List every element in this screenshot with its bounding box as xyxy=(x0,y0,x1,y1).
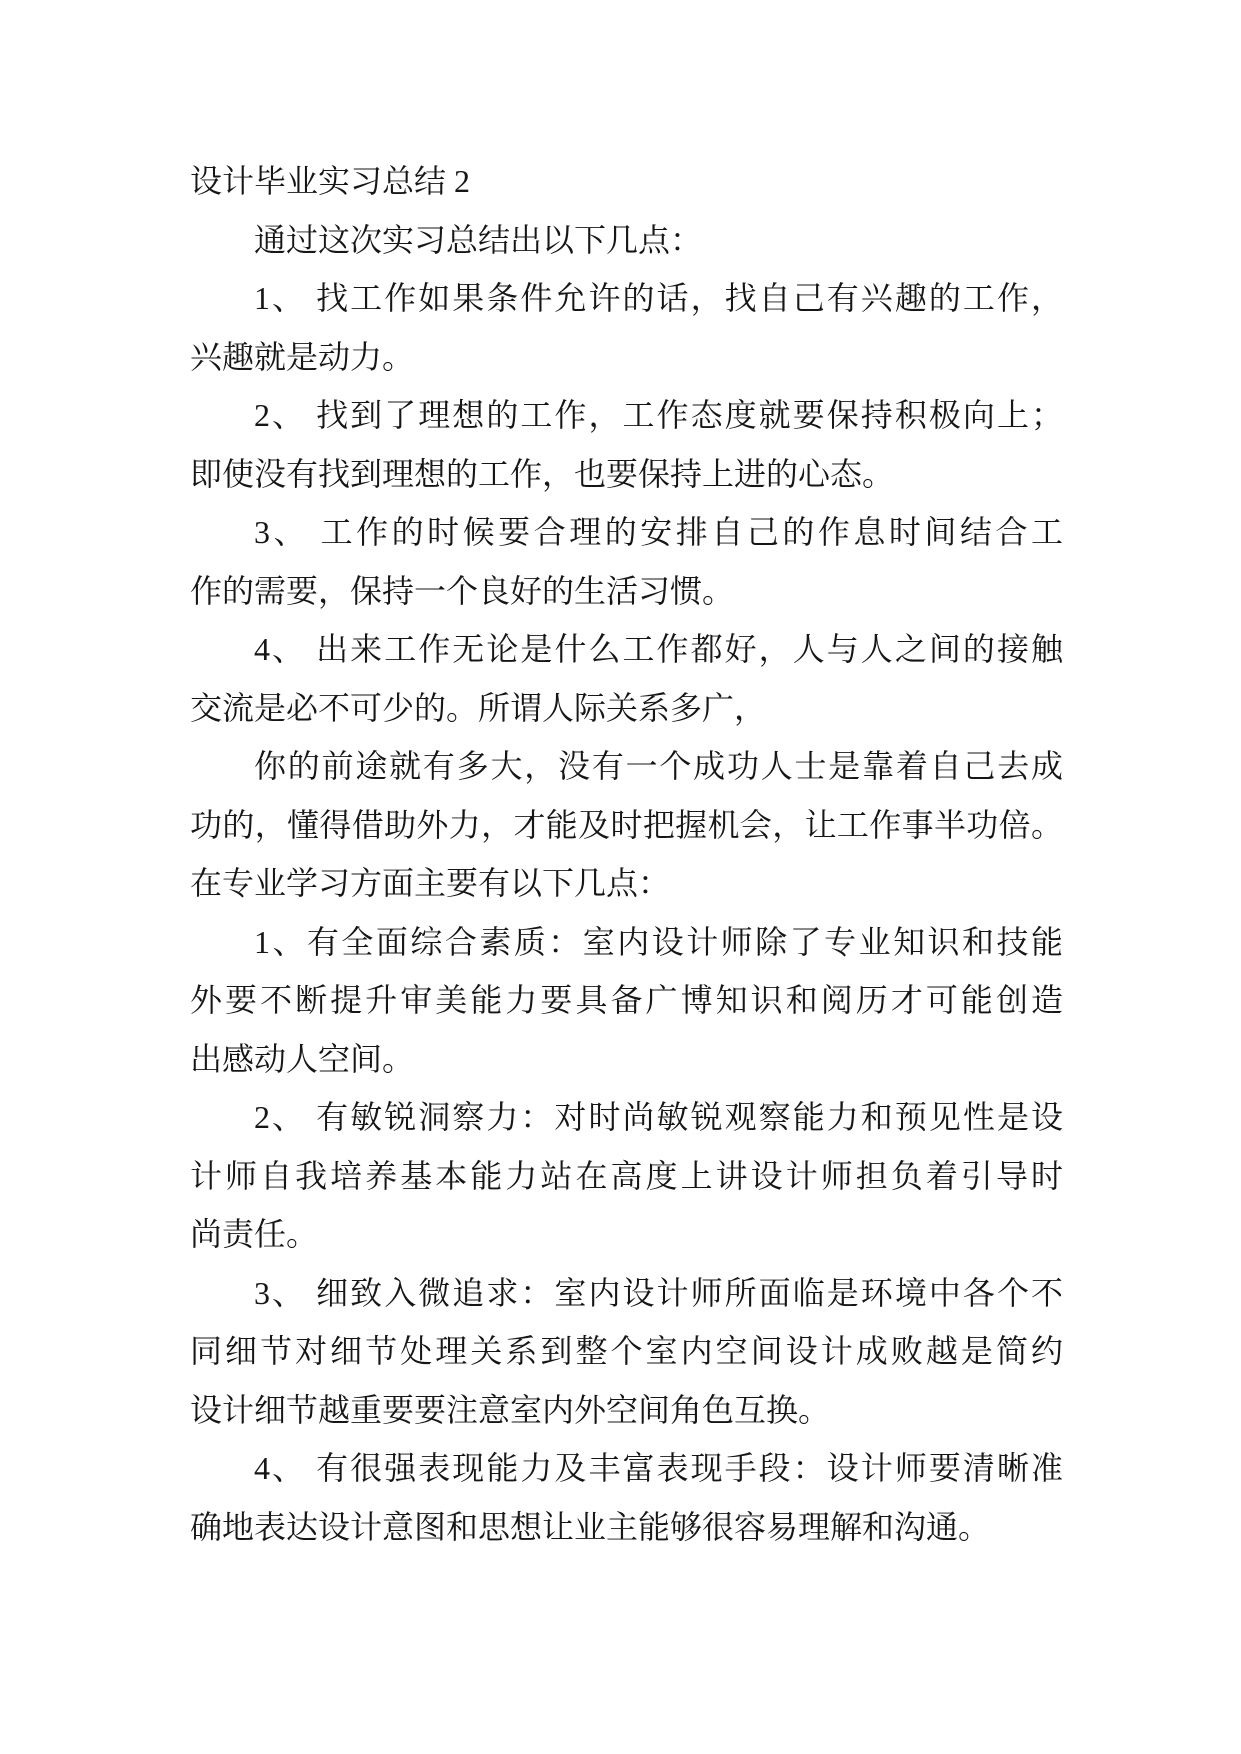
text-line: 尚责任。 xyxy=(190,1216,319,1252)
text-line: 3、 工作的时候要合理的安排自己的作息时间结合工 xyxy=(254,514,1063,550)
text-line: 在专业学习方面主要有以下几点： xyxy=(190,865,671,901)
paragraph-intro: 通过这次实习总结出以下几点： xyxy=(254,221,703,258)
text-line: 计师自我培养基本能力站在高度上讲设计师担负着引导时 xyxy=(190,1157,1063,1194)
text-line: 3、 细致入微追求：室内设计师所面临是环境中各个不 xyxy=(254,1274,1063,1311)
text-line: 2、 有敏锐洞察力：对时尚敏锐观察能力和预见性是设 xyxy=(254,1099,1063,1135)
text-line: 4、 有很强表现能力及丰富表现手段：设计师要清晰准 xyxy=(254,1450,1063,1486)
text-line: 2、 找到了理想的工作，工作态度就要保持积极向上； xyxy=(254,397,1063,433)
text-line: 交流是必不可少的。所谓人际关系多广， xyxy=(190,689,767,726)
text-line: 确地表达设计意图和思想让业主能够很容易理解和沟通。 xyxy=(190,1508,991,1545)
text-line: 设计细节越重要要注意室内外空间角色互换。 xyxy=(190,1391,831,1428)
text-line: 作的需要，保持一个良好的生活习惯。 xyxy=(190,572,735,609)
document-title: 设计毕业实习总结 2 xyxy=(190,163,471,199)
text-line: 兴趣就是动力。 xyxy=(190,338,415,375)
text-line: 同细节对细节处理关系到整个室内空间设计成败越是简约 xyxy=(190,1333,1063,1369)
text-line: 4、 出来工作无论是什么工作都好，人与人之间的接触 xyxy=(254,631,1063,667)
text-line: 1、 找工作如果条件允许的话，找自己有兴趣的工作， xyxy=(254,280,1063,316)
document-content xyxy=(190,152,1063,1556)
text-line: 外要不断提升审美能力要具备广博知识和阅历才可能创造 xyxy=(190,982,1063,1018)
text-line: 出感动人空间。 xyxy=(190,1040,415,1077)
text-line: 功的，懂得借助外力，才能及时把握机会，让工作事半功倍。 xyxy=(190,806,1063,843)
text-line: 1、有全面综合素质：室内设计师除了专业知识和技能 xyxy=(254,923,1063,960)
text-line: 即使没有找到理想的工作，也要保持上进的心态。 xyxy=(190,455,895,492)
text-line: 你的前途就有多大，没有一个成功人士是靠着自己去成 xyxy=(254,748,1063,784)
